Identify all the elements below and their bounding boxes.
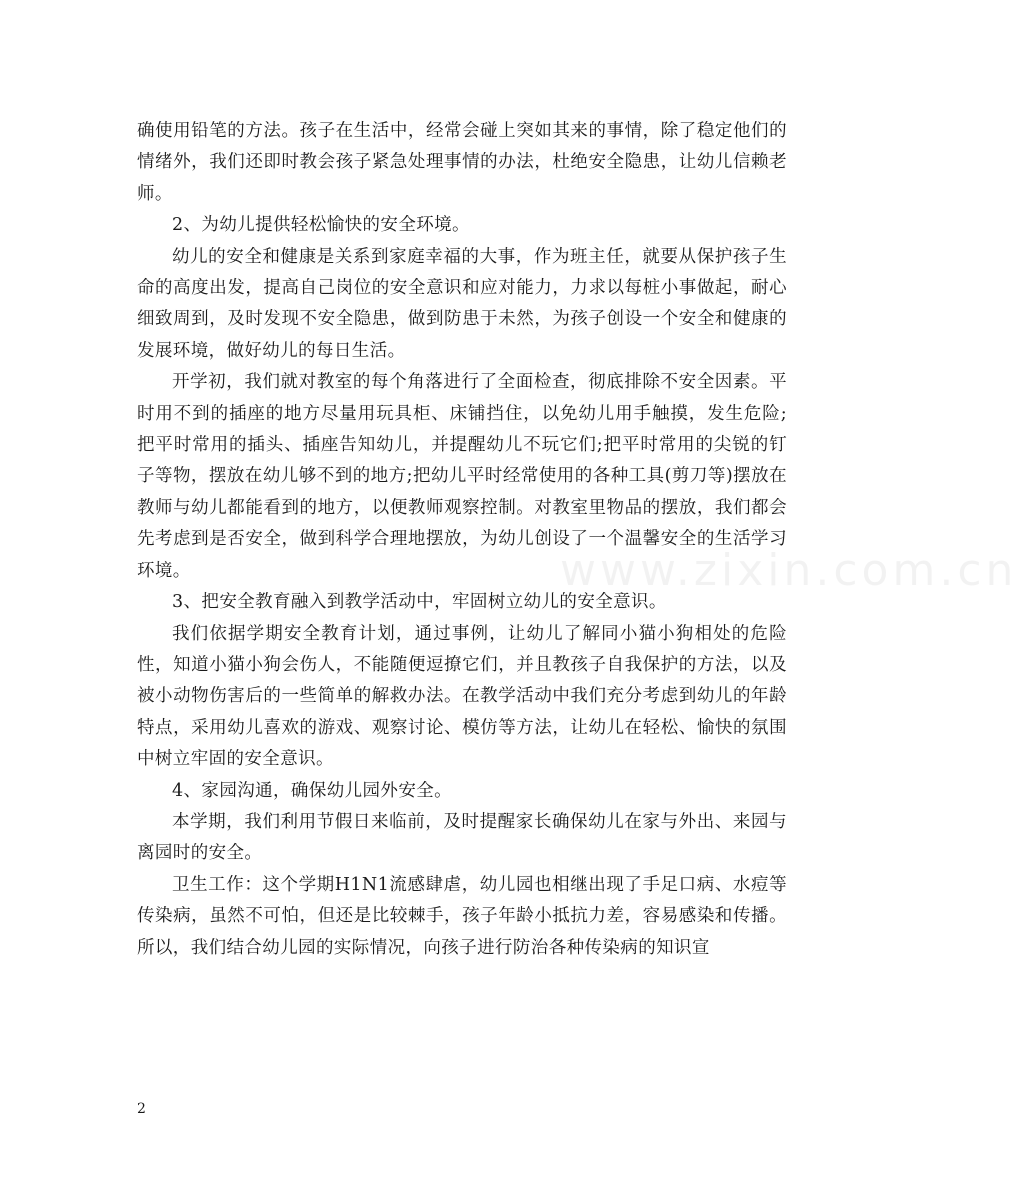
watermark: www.zixin.com.cn <box>560 545 1017 596</box>
page-number: 2 <box>137 1101 146 1117</box>
paragraph-3: 幼儿的安全和健康是关系到家庭幸福的大事，作为班主任，就要从保护孩子生命的高度出发，提高自己岗位的安全意识和应对能力，力求以每桩小事做起，耐心细致周到，及时发现不安全隐患，做到防患于未然，为孩子创设一个安全和健康的发展环境，做好幼儿的每日生活。 <box>137 246 787 361</box>
paragraph-6: 我们依据学期安全教育计划，通过事例，让幼儿了解同小猫小狗相处的危险性，知道小猫小狗会伤人，不能随便逗撩它们，并且教孩子自我保护的方法，以及被小动物伤害后的一些简单的解救办法。在教学活动中我们充分考虑到幼儿的年龄特点，采用幼儿喜欢的游戏、观察讨论、模仿等方法，让幼儿在轻松、愉快的氛围中树立牢固的安全意识。 <box>137 623 787 770</box>
heading-5: 3、把安全教育融入到教学活动中，牢固树立幼儿的安全意识。 <box>172 592 667 613</box>
paragraph-4: 开学初，我们就对教室的每个角落进行了全面检查，彻底排除不安全因素。平时用不到的插座的地方尽量用玩具柜、床铺挡住，以免幼儿用手触摸，发生危险;把平时常用的插头、插座告知幼儿，并提醒幼儿不玩它们;把平时常用的尖锐的钉子等物，摆放在幼儿够不到的地方;把幼儿平时经常使用的各种工具(剪刀等)摆放在教师与幼儿都能看到的地方，以便教师观察控制。对教室里物品的摆放，我们都会先考虑到是否安全，做到科学合理地摆放，为幼儿创设了一个温馨安全的生活学习环境。 <box>137 372 787 581</box>
paragraph-9: 卫生工作：这个学期H1N1流感肆虐，幼儿园也相继出现了手足口病、水痘等传染病，虽然不可怕，但还是比较棘手，孩子年龄小抵抗力差，容易感染和传播。所以，我们结合幼儿园的实际情况，向孩子进行防治各种传染病的知识宣 <box>137 874 787 958</box>
document-body <box>137 116 787 964</box>
paragraph-1: 确使用铅笔的方法。孩子在生活中，经常会碰上突如其来的事情，除了稳定他们的情绪外，我们还即时教会孩子紧急处理事情的办法，杜绝安全隐患，让幼儿信赖老师。 <box>137 121 787 204</box>
heading-2: 2、为幼儿提供轻松愉快的安全环境。 <box>172 215 470 236</box>
heading-7: 4、家园沟通，确保幼儿园外安全。 <box>172 780 453 801</box>
paragraph-8: 本学期，我们利用节假日来临前，及时提醒家长确保幼儿在家与外出、来园与离园时的安全。 <box>137 811 787 864</box>
